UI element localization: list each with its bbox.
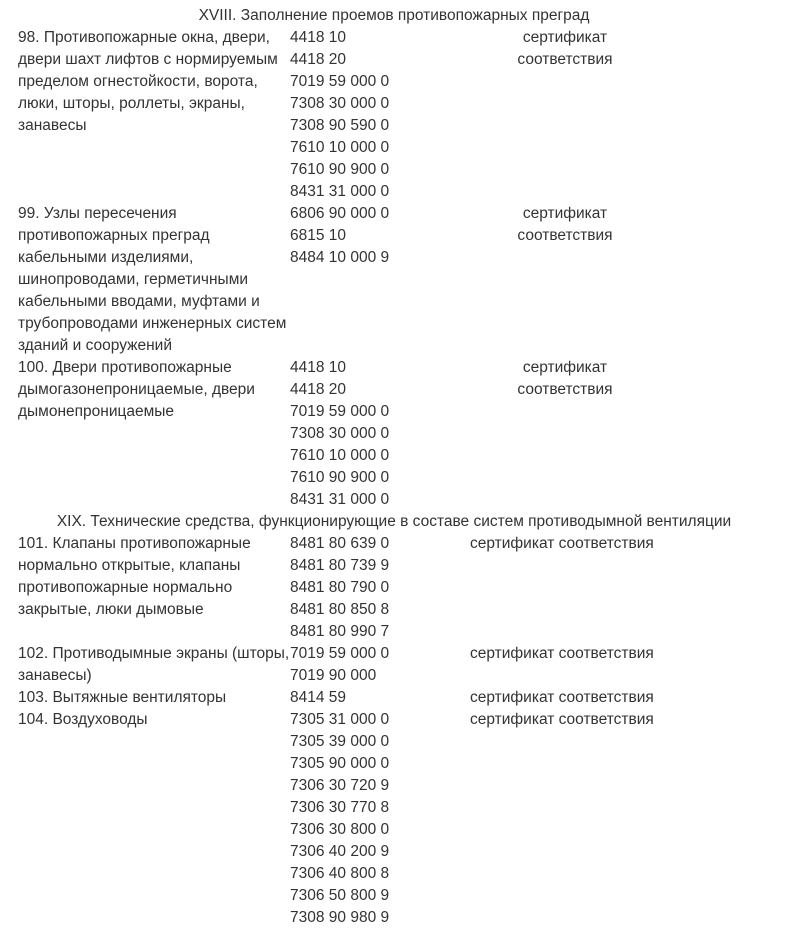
code: 7308 30 000 0 <box>290 95 390 112</box>
code: 4418 20 <box>290 51 347 68</box>
section-xviii <box>0 5 788 511</box>
code: 7019 59 000 0 <box>290 73 390 90</box>
code: 8481 80 739 9 <box>290 557 390 574</box>
doc-line: соответствия <box>517 51 613 68</box>
section-title: XIX. Технические средства, функционирующие в составе систем противодымной вентиляции <box>56 513 732 530</box>
code: 7610 90 900 0 <box>290 161 390 178</box>
conformity-document <box>440 709 788 929</box>
doc-line: сертификат <box>522 359 608 376</box>
code: 8431 31 000 0 <box>290 183 390 200</box>
section-xix <box>0 511 788 929</box>
conformity-document <box>440 27 690 203</box>
doc-line: сертификат соответствия <box>470 711 654 728</box>
code: 7610 90 900 0 <box>290 469 390 486</box>
item-name: 99. Узлы пересечения противопожарных преград кабельными изделиями, шинопроводами, герметичными кабельными вводами, муфтами и трубопроводами инженерных систем зданий и сооружений <box>18 205 287 354</box>
doc-line: сертификат соответствия <box>470 689 654 706</box>
code: 7610 10 000 0 <box>290 139 390 156</box>
code: 8484 10 000 9 <box>290 249 390 266</box>
table-row <box>0 643 788 687</box>
conformity-document <box>440 533 788 643</box>
table-row <box>0 357 788 511</box>
item-name: 104. Воздуховоды <box>18 711 148 728</box>
item-codes <box>290 709 440 929</box>
section-title: XVIII. Заполнение проемов противопожарных преград <box>198 7 590 24</box>
code: 8414 59 <box>290 689 347 706</box>
code: 7019 59 000 0 <box>290 645 390 662</box>
code: 7306 30 800 0 <box>290 821 390 838</box>
item-name: 103. Вытяжные вентиляторы <box>18 689 227 706</box>
code: 7308 30 000 0 <box>290 425 390 442</box>
doc-line: сертификат <box>522 29 608 46</box>
item-codes <box>290 687 440 709</box>
code: 7305 90 000 0 <box>290 755 390 772</box>
conformity-document <box>440 357 690 511</box>
code: 7610 10 000 0 <box>290 447 390 464</box>
code: 7306 50 800 9 <box>290 887 390 904</box>
code: 8481 80 850 8 <box>290 601 390 618</box>
item-name: 101. Клапаны противопожарные нормально открытые, клапаны противопожарные нормально закрытые, люки дымовые <box>18 535 251 618</box>
code: 7306 30 770 8 <box>290 799 390 816</box>
code: 6806 90 000 0 <box>290 205 390 222</box>
code: 7306 40 800 8 <box>290 865 390 882</box>
table-row <box>0 533 788 643</box>
doc-line: соответствия <box>517 227 613 244</box>
table-row <box>0 27 788 203</box>
conformity-document <box>440 687 788 709</box>
code: 7306 40 200 9 <box>290 843 390 860</box>
item-name: 100. Двери противопожарные дымогазонепроницаемые, двери дымонепроницаемые <box>18 359 255 420</box>
code: 7306 30 720 9 <box>290 777 390 794</box>
code: 7305 39 000 0 <box>290 733 390 750</box>
conformity-document <box>440 643 788 687</box>
conformity-document <box>440 203 690 357</box>
doc-line: сертификат <box>522 205 608 222</box>
item-codes <box>290 643 440 687</box>
code: 7305 31 000 0 <box>290 711 390 728</box>
item-name: 102. Противодымные экраны (шторы, занавесы) <box>18 645 290 684</box>
code: 8481 80 990 7 <box>290 623 390 640</box>
item-name: 98. Противопожарные окна, двери, двери шахт лифтов с нормируемым пределом огнестойкости, ворота, люки, шторы, роллеты, экраны, занавесы <box>18 29 278 134</box>
code: 4418 10 <box>290 29 347 46</box>
doc-line: соответствия <box>517 381 613 398</box>
table-row <box>0 709 788 929</box>
code: 7019 90 000 <box>290 667 377 684</box>
doc-line: сертификат соответствия <box>470 535 654 552</box>
code: 7308 90 980 9 <box>290 909 390 926</box>
item-codes <box>290 27 440 203</box>
code: 7019 59 000 0 <box>290 403 390 420</box>
doc-line: сертификат соответствия <box>470 645 654 662</box>
table-row <box>0 203 788 357</box>
item-codes <box>290 357 440 511</box>
code: 4418 10 <box>290 359 347 376</box>
code: 8481 80 639 0 <box>290 535 390 552</box>
code: 4418 20 <box>290 381 347 398</box>
table-row <box>0 687 788 709</box>
code: 6815 10 <box>290 227 347 244</box>
item-codes <box>290 203 440 357</box>
code: 8481 80 790 0 <box>290 579 390 596</box>
code: 7308 90 590 0 <box>290 117 390 134</box>
code: 8431 31 000 0 <box>290 491 390 508</box>
item-codes <box>290 533 440 643</box>
